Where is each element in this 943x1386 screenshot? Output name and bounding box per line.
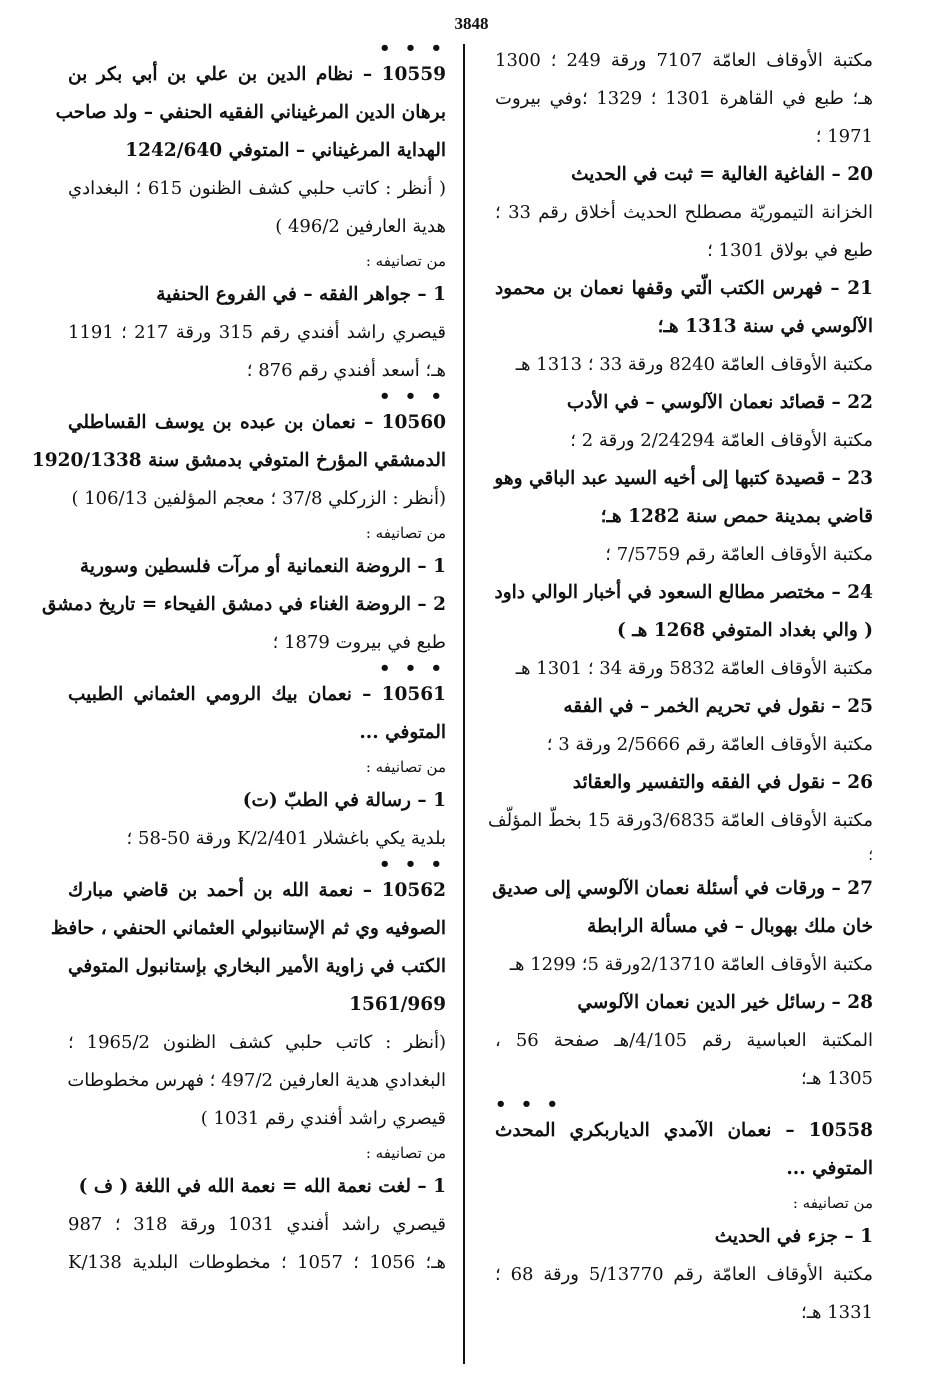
- text-line: قيصري راشد أفندي رقم 1031 ): [200, 1108, 446, 1129]
- entry-heading-line: 24 – مختصر مطالع السعود في أخبار الوالي داود: [494, 582, 873, 603]
- text-line: مكتبة الأوقاف العامّة رقم 5/13770 ورقة 68 ؛: [495, 1264, 873, 1285]
- text-line: بلدية يكي باغشلار 2/401/K ورقة 50-58 ؛: [126, 828, 446, 849]
- text-line: (أنظر : الزركلي 37/8 ؛ معجم المؤلفين 106/13 ): [71, 488, 446, 509]
- entry-heading-line: 10558 – نعمان الآمدي الدياربكري المحدث: [495, 1120, 873, 1141]
- entry-heading-line: 10562 – نعمة الله بن أحمد بن قاضي مبارك: [68, 880, 446, 901]
- text-line: طبع في بولاق 1301 ؛: [707, 240, 873, 261]
- text-line: ؛: [868, 846, 873, 864]
- text-line: من تصانيفه :: [792, 1194, 873, 1212]
- entry-heading-line: ( والي بغداد المتوفي 1268 هـ ): [617, 620, 873, 641]
- left-column: [31, 38, 446, 1282]
- entry-heading-line: 2 – الروضة الغناء في دمشق الفيحاء = تاريخ دمشق: [42, 594, 446, 615]
- entry-heading-line: 23 – قصيدة كتبها إلى أخيه السيد عبد الباقي وهو: [494, 468, 873, 489]
- separator-dots: • • •: [378, 386, 446, 407]
- entry-heading-line: 20 – الفاغية الغالية = ثبت في الحديث: [571, 164, 873, 185]
- text-line: هـ؛ 1056 ؛ 1057 ؛ مخطوطات البلدية 138/K: [68, 1252, 446, 1273]
- text-line: من تصانيفه :: [365, 1144, 446, 1162]
- entry-heading-line: 10560 – نعمان بن عبده بن يوسف القساطلي: [68, 412, 446, 433]
- entry-heading-line: المتوفي ...: [786, 1158, 873, 1179]
- text-line: الخزانة التيموريّة مصطلح الحديث أخلاق رقم 33 ؛: [495, 202, 873, 223]
- text-line: من تصانيفه :: [365, 758, 446, 776]
- entry-heading-line: الآلوسي في سنة 1313 هـ؛: [657, 316, 873, 337]
- entry-heading-line: 27 – ورقات في أسئلة نعمان الآلوسي إلى صديق: [492, 878, 873, 899]
- entry-heading-line: قاضي بمدينة حمص سنة 1282 هـ؛: [600, 506, 873, 527]
- text-line: من تصانيفه :: [365, 524, 446, 542]
- text-line: قيصري راشد أفندي 1031 ورقة 318 ؛ 987: [68, 1214, 446, 1235]
- separator-dots: • • •: [495, 1094, 563, 1115]
- text-line: مكتبة الأوقاف العامّة رقم 2/5666 ورقة 3 ؛: [546, 734, 873, 755]
- text-line: طبع في بيروت 1879 ؛: [272, 632, 446, 653]
- text-line: مكتبة الأوقاف العامّة رقم 7/5759 ؛: [605, 544, 873, 565]
- text-line: 1331 هـ؛: [800, 1302, 873, 1323]
- separator-dots: • • •: [378, 38, 446, 59]
- text-line: مكتبة الأوقاف العامّة 2/13710ورقة 5؛ 1299 هـ: [509, 954, 873, 975]
- text-line: هـ؛ طبع في القاهرة 1301 ؛ 1329 ؛وفي بيروت: [495, 88, 873, 109]
- text-line: هـ؛ أسعد أفندي رقم 876 ؛: [246, 360, 446, 381]
- entry-heading-line: 26 – نقول في الفقه والتفسير والعقائد: [572, 772, 873, 793]
- text-line: قيصري راشد أفندي رقم 315 ورقة 217 ؛ 1191: [68, 322, 446, 343]
- entry-heading-line: 25 – نقول في تحريم الخمر – في الفقه: [563, 696, 873, 717]
- column-divider: [463, 44, 465, 1364]
- entry-heading-line: 1 – جواهر الفقه – في الفروع الحنفية: [156, 284, 446, 305]
- entry-heading-line: الدمشقي المؤرخ المتوفي بدمشق سنة 1920/1338: [31, 450, 446, 471]
- entry-heading-line: 1 – لغت نعمة الله = نعمة الله في اللغة ( ف ): [78, 1176, 446, 1197]
- text-line: المكتبة العباسية رقم 4/105/هـ صفحة 56 ،: [495, 1030, 874, 1051]
- page-number: 3848: [454, 14, 489, 33]
- text-line: البغدادي هدية العارفين 497/2 ؛ فهرس مخطوطات: [67, 1070, 446, 1091]
- text-line: مكتبة الأوقاف العامّة 3/6835ورقة 15 بخطّ المؤلّف: [488, 810, 873, 831]
- text-line: من تصانيفه :: [365, 252, 446, 270]
- entry-heading-line: 21 – فهرس الكتب الّتي وقفها نعمان بن محمود: [495, 278, 873, 299]
- entry-heading-line: الكتب في زاوية الأمير البخاري بإستانبول المتوفي: [68, 956, 446, 977]
- entry-heading-line: 10559 – نظام الدين بن علي بن أبي بكر بن: [68, 64, 446, 85]
- text-line: مكتبة الأوقاف العامّة 5832 ورقة 34 ؛ 1301 هـ: [515, 658, 873, 679]
- text-line: 1971 ؛: [815, 126, 873, 147]
- entry-heading-line: 1 – الروضة النعمانية أو مرآت فلسطين وسورية: [79, 556, 446, 577]
- separator-dots: • • •: [378, 854, 446, 875]
- text-line: مكتبة الأوقاف العامّة 7107 ورقة 249 ؛ 1300: [495, 50, 873, 71]
- entry-heading-line: برهان الدين المرغيناني الفقيه الحنفي – ولد صاحب: [55, 102, 446, 123]
- entry-heading-line: الهداية المرغيناني – المتوفي 1242/640: [125, 140, 446, 161]
- entry-heading-line: خان ملك بهوبال – في مسألة الرابطة: [587, 916, 873, 937]
- entry-heading-line: المتوفي ...: [359, 722, 446, 743]
- separator-dots: • • •: [378, 658, 446, 679]
- entry-heading-line: 1 – رسالة في الطبّ (ت): [242, 790, 446, 811]
- entry-heading-line: 1 – جزء في الحديث: [714, 1226, 873, 1247]
- text-line: 1305 هـ؛: [800, 1068, 873, 1089]
- entry-heading-line: 28 – رسائل خير الدين نعمان الآلوسي: [577, 992, 873, 1013]
- entry-heading-line: الصوفيه وي ثم الإستانبولي العثماني الحنفي ، حافظ: [50, 918, 446, 939]
- text-line: مكتبة الأوقاف العامّة 8240 ورقة 33 ؛ 1313 هـ: [515, 354, 873, 375]
- entry-heading-line: 22 – قصائد نعمان الآلوسي – في الأدب: [566, 392, 873, 413]
- text-line: مكتبة الأوقاف العامّة 2/24294 ورقة 2 ؛: [570, 430, 873, 451]
- text-line: ( أنظر : كاتب حلبي كشف الظنون 615 ؛ البغدادي: [68, 178, 446, 199]
- text-line: (أنظر : كاتب حلبي كشف الظنون 1965/2 ؛: [68, 1032, 446, 1053]
- text-line: هدية العارفين 496/2 ): [275, 216, 446, 237]
- entry-heading-line: 10561 – نعمان بيك الرومي العثماني الطبيب: [68, 684, 446, 705]
- right-column: [488, 42, 874, 1332]
- entry-heading-line: 1561/969: [349, 994, 446, 1015]
